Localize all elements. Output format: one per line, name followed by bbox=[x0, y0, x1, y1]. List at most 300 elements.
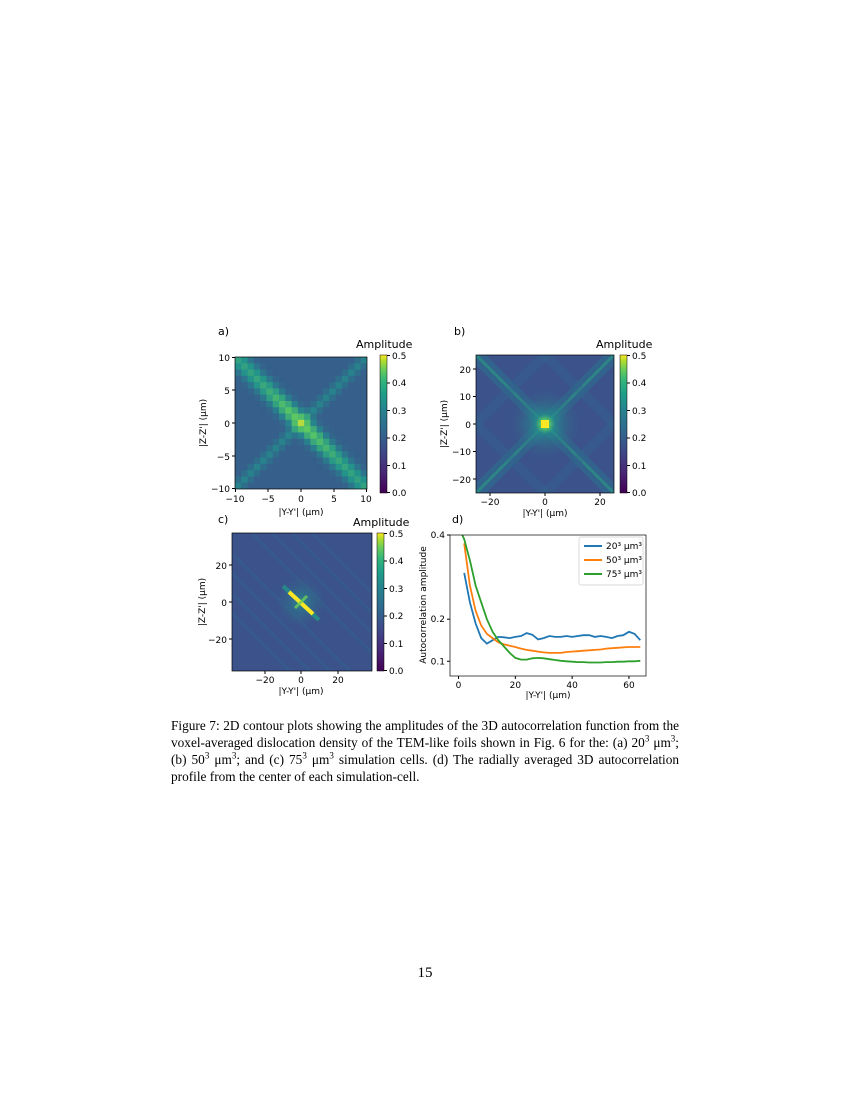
panel-c-heatmap bbox=[195, 528, 420, 698]
heatmap-cell bbox=[241, 470, 248, 477]
heatmap-cell bbox=[266, 376, 273, 383]
heatmap-cell bbox=[304, 376, 311, 383]
heatmap-cell bbox=[317, 395, 324, 402]
heatmap-cell bbox=[329, 464, 336, 471]
panel-d-xlabel: |Y-Y'| (μm) bbox=[525, 691, 571, 700]
heatmap-cell bbox=[342, 483, 349, 490]
heatmap-cell bbox=[235, 395, 242, 402]
heatmap-cell bbox=[336, 395, 343, 402]
heatmap-cell bbox=[298, 376, 305, 383]
heatmap-cell bbox=[241, 407, 248, 414]
heatmap-cell bbox=[235, 370, 242, 377]
heatmap-cell bbox=[260, 370, 267, 377]
heatmap-cell bbox=[260, 357, 267, 364]
heatmap-cell bbox=[361, 407, 368, 414]
heatmap-cell bbox=[354, 432, 361, 439]
heatmap-cell bbox=[292, 395, 299, 402]
tick-label: 0.2 bbox=[632, 434, 647, 444]
heatmap-cell bbox=[298, 432, 305, 439]
heatmap-cell bbox=[273, 432, 280, 439]
tick-label: 0.5 bbox=[389, 530, 404, 540]
heatmap-cell bbox=[354, 483, 361, 490]
heatmap-cell bbox=[361, 395, 368, 402]
heatmap-cell bbox=[241, 432, 248, 439]
heatmap-cell bbox=[235, 451, 242, 458]
heatmap-cell bbox=[235, 382, 242, 389]
heatmap-cell bbox=[235, 388, 242, 395]
heatmap-cell bbox=[279, 401, 286, 408]
heatmap-cell bbox=[241, 439, 248, 446]
heatmap-cell bbox=[241, 357, 248, 364]
panel-c-colorbar bbox=[377, 533, 384, 671]
heatmap-cell bbox=[285, 401, 292, 408]
heatmap-cell bbox=[323, 445, 330, 452]
heatmap-cell bbox=[336, 451, 343, 458]
heatmap-cell bbox=[266, 483, 273, 490]
heatmap-cell bbox=[235, 357, 242, 364]
panel-b-xlabel: |Y-Y'| (μm) bbox=[522, 509, 568, 519]
tick-label: 5 bbox=[331, 495, 337, 505]
heatmap-cell bbox=[292, 470, 299, 477]
heatmap-cell bbox=[273, 370, 280, 377]
tick-label: 0.5 bbox=[632, 352, 647, 362]
heatmap-cell bbox=[285, 395, 292, 402]
heatmap-cell bbox=[279, 476, 286, 483]
heatmap-cell bbox=[336, 376, 343, 383]
heatmap-cell bbox=[241, 395, 248, 402]
x-tick-label: 20 bbox=[509, 681, 522, 691]
heatmap-cell bbox=[273, 363, 280, 370]
heatmap-cell bbox=[248, 426, 255, 433]
heatmap-cell bbox=[348, 464, 355, 471]
heatmap-cell bbox=[254, 407, 261, 414]
heatmap-cell bbox=[348, 382, 355, 389]
heatmap-cell bbox=[323, 363, 330, 370]
heatmap-cell bbox=[292, 458, 299, 465]
heatmap-cell bbox=[361, 483, 368, 490]
heatmap-cell bbox=[292, 376, 299, 383]
heatmap-cell bbox=[348, 414, 355, 421]
heatmap-cell bbox=[354, 388, 361, 395]
heatmap-cell bbox=[285, 439, 292, 446]
heatmap-cell bbox=[254, 483, 261, 490]
heatmap-cell bbox=[361, 476, 368, 483]
tick-label: 20 bbox=[459, 366, 471, 376]
heatmap-cell bbox=[336, 357, 343, 364]
heatmap-cell bbox=[342, 382, 349, 389]
tick-label: 0 bbox=[298, 495, 304, 505]
heatmap-cell bbox=[241, 420, 248, 427]
tick-label: 0.2 bbox=[389, 612, 404, 622]
heatmap-cell bbox=[285, 451, 292, 458]
heatmap-cell bbox=[342, 476, 349, 483]
heatmap-cell bbox=[317, 420, 324, 427]
heatmap-cell bbox=[292, 476, 299, 483]
heatmap-cell bbox=[348, 388, 355, 395]
heatmap-cell bbox=[292, 432, 299, 439]
heatmap-cell bbox=[260, 483, 267, 490]
heatmap-cell bbox=[248, 470, 255, 477]
heatmap-cell bbox=[354, 464, 361, 471]
heatmap-cell bbox=[323, 458, 330, 465]
heatmap-cell bbox=[361, 432, 368, 439]
heatmap-cell bbox=[241, 426, 248, 433]
heatmap-cell bbox=[285, 407, 292, 414]
heatmap-cell bbox=[317, 483, 324, 490]
heatmap-cell bbox=[266, 388, 273, 395]
heatmap-cell bbox=[235, 476, 242, 483]
y-tick-label: 0.1 bbox=[430, 657, 445, 668]
heatmap-cell bbox=[342, 388, 349, 395]
heatmap-cell bbox=[254, 426, 261, 433]
heatmap-cell bbox=[310, 370, 317, 377]
heatmap-cell bbox=[310, 458, 317, 465]
heatmap-cell bbox=[304, 439, 311, 446]
panel-c-xlabel: |Y-Y'| (μm) bbox=[278, 687, 324, 697]
heatmap-cell bbox=[342, 470, 349, 477]
heatmap-cell bbox=[329, 407, 336, 414]
heatmap-cell bbox=[298, 420, 305, 427]
heatmap-cell bbox=[266, 370, 273, 377]
heatmap-cell bbox=[304, 476, 311, 483]
heatmap-cell bbox=[354, 370, 361, 377]
heatmap-cell bbox=[323, 395, 330, 402]
heatmap-cell bbox=[248, 445, 255, 452]
panel-b-xticks bbox=[481, 493, 606, 508]
heatmap-cell bbox=[279, 370, 286, 377]
heatmap-cell bbox=[329, 458, 336, 465]
heatmap-cell bbox=[241, 445, 248, 452]
heatmap-cell bbox=[248, 414, 255, 421]
heatmap-cell bbox=[304, 445, 311, 452]
heatmap-cell bbox=[323, 439, 330, 446]
heatmap-cell bbox=[304, 388, 311, 395]
heatmap-cell bbox=[248, 357, 255, 364]
heatmap-cell bbox=[285, 382, 292, 389]
tick-label: 5 bbox=[224, 387, 230, 397]
heatmap-cell bbox=[348, 439, 355, 446]
tick-label: 0.1 bbox=[389, 640, 404, 650]
heatmap-cell bbox=[310, 401, 317, 408]
heatmap-cell bbox=[361, 458, 368, 465]
heatmap-cell bbox=[342, 395, 349, 402]
heatmap-cell bbox=[342, 414, 349, 421]
heatmap-cell bbox=[361, 401, 368, 408]
heatmap-cell bbox=[342, 376, 349, 383]
heatmap-cell bbox=[298, 458, 305, 465]
heatmap-cell bbox=[260, 458, 267, 465]
heatmap-cell bbox=[260, 470, 267, 477]
heatmap-cell bbox=[298, 382, 305, 389]
heatmap-cell bbox=[361, 388, 368, 395]
heatmap-cell bbox=[310, 414, 317, 421]
heatmap-cell bbox=[342, 432, 349, 439]
heatmap-cell bbox=[304, 414, 311, 421]
tick-label: 0.3 bbox=[392, 407, 407, 417]
heatmap-cell bbox=[336, 420, 343, 427]
heatmap-cell bbox=[260, 476, 267, 483]
heatmap-cell bbox=[254, 445, 261, 452]
heatmap-cell bbox=[292, 451, 299, 458]
heatmap-cell bbox=[336, 439, 343, 446]
heatmap-cell bbox=[323, 388, 330, 395]
heatmap-cell bbox=[285, 476, 292, 483]
tick-label: 20 bbox=[332, 676, 344, 686]
heatmap-cell bbox=[310, 426, 317, 433]
heatmap-cell bbox=[342, 464, 349, 471]
heatmap-cell bbox=[336, 414, 343, 421]
heatmap-cell bbox=[266, 382, 273, 389]
caption-sup: 3 bbox=[329, 750, 334, 761]
heatmap-cell bbox=[329, 470, 336, 477]
heatmap-cell bbox=[266, 407, 273, 414]
x-tick-label: 60 bbox=[623, 681, 635, 691]
heatmap-cell bbox=[348, 395, 355, 402]
heatmap-cell bbox=[329, 382, 336, 389]
heatmap-cell bbox=[304, 370, 311, 377]
heatmap-cell bbox=[292, 401, 299, 408]
heatmap-cell bbox=[254, 382, 261, 389]
heatmap-cell bbox=[310, 483, 317, 490]
panel-a-yticks bbox=[211, 354, 235, 495]
heatmap-cell bbox=[317, 464, 324, 471]
panel-d-label: d) bbox=[452, 513, 464, 526]
heatmap-cell bbox=[298, 363, 305, 370]
panel-b-colorbar-ticks bbox=[627, 352, 647, 499]
tick-label: 0.4 bbox=[389, 557, 404, 567]
caption-unit-b: μm bbox=[209, 752, 232, 767]
heatmap-cell bbox=[354, 451, 361, 458]
heatmap-cell bbox=[279, 432, 286, 439]
tick-label: −10 bbox=[211, 485, 230, 495]
heatmap-cell bbox=[342, 451, 349, 458]
heatmap-cell bbox=[254, 439, 261, 446]
panel-b-colorbar bbox=[620, 355, 627, 493]
tick-label: 0.2 bbox=[392, 434, 407, 444]
heatmap-cell bbox=[279, 458, 286, 465]
heatmap-cell bbox=[292, 407, 299, 414]
panel-d-legend bbox=[579, 537, 643, 585]
heatmap-cell bbox=[310, 439, 317, 446]
panel-a-heatmap-cells bbox=[235, 357, 367, 489]
heatmap-cell bbox=[266, 445, 273, 452]
heatmap-cell bbox=[292, 445, 299, 452]
heatmap-cell bbox=[266, 395, 273, 402]
heatmap-cell bbox=[248, 420, 255, 427]
heatmap-cell bbox=[336, 476, 343, 483]
heatmap-cell bbox=[235, 432, 242, 439]
heatmap-cell bbox=[260, 407, 267, 414]
caption-sup: 3 bbox=[644, 733, 650, 744]
heatmap-cell bbox=[310, 388, 317, 395]
heatmap-cell bbox=[248, 483, 255, 490]
heatmap-cell bbox=[354, 376, 361, 383]
heatmap-cell bbox=[317, 382, 324, 389]
heatmap-cell bbox=[329, 426, 336, 433]
heatmap-cell bbox=[266, 426, 273, 433]
heatmap-cell bbox=[329, 445, 336, 452]
heatmap-cell bbox=[336, 426, 343, 433]
heatmap-cell bbox=[273, 376, 280, 383]
heatmap-cell bbox=[348, 451, 355, 458]
heatmap-cell bbox=[273, 445, 280, 452]
heatmap-cell bbox=[304, 395, 311, 402]
heatmap-cell bbox=[266, 476, 273, 483]
heatmap-cell bbox=[235, 414, 242, 421]
heatmap-cell bbox=[304, 464, 311, 471]
heatmap-cell bbox=[260, 395, 267, 402]
caption-mid1: ; (b) 50 bbox=[171, 735, 679, 767]
heatmap-cell bbox=[310, 464, 317, 471]
heatmap-cell bbox=[298, 357, 305, 364]
heatmap-cell bbox=[292, 426, 299, 433]
heatmap-cell bbox=[317, 388, 324, 395]
tick-label: 0.1 bbox=[392, 462, 407, 472]
heatmap-cell bbox=[317, 414, 324, 421]
heatmap-cell bbox=[260, 451, 267, 458]
heatmap-cell bbox=[285, 483, 292, 490]
x-tick-label: 0 bbox=[455, 681, 462, 691]
heatmap-cell bbox=[329, 451, 336, 458]
heatmap-cell bbox=[235, 464, 242, 471]
heatmap-cell bbox=[266, 432, 273, 439]
heatmap-cell bbox=[323, 414, 330, 421]
panel-a-label: a) bbox=[218, 325, 230, 338]
heatmap-cell bbox=[248, 432, 255, 439]
heatmap-cell bbox=[298, 407, 305, 414]
heatmap-cell bbox=[354, 445, 361, 452]
heatmap-cell bbox=[241, 458, 248, 465]
heatmap-cell bbox=[361, 382, 368, 389]
heatmap-cell bbox=[336, 370, 343, 377]
heatmap-cell bbox=[348, 420, 355, 427]
heatmap-cell bbox=[329, 395, 336, 402]
heatmap-cell bbox=[273, 458, 280, 465]
heatmap-cell bbox=[336, 483, 343, 490]
tick-label: 20 bbox=[594, 498, 606, 508]
heatmap-cell bbox=[273, 395, 280, 402]
heatmap-cell bbox=[354, 439, 361, 446]
heatmap-cell bbox=[279, 388, 286, 395]
heatmap-cell bbox=[342, 420, 349, 427]
heatmap-cell bbox=[323, 483, 330, 490]
heatmap-cell bbox=[235, 439, 242, 446]
heatmap-cell bbox=[342, 407, 349, 414]
heatmap-cell bbox=[298, 476, 305, 483]
heatmap-cell bbox=[248, 376, 255, 383]
heatmap-cell bbox=[254, 357, 261, 364]
heatmap-cell bbox=[354, 357, 361, 364]
heatmap-cell bbox=[348, 432, 355, 439]
heatmap-cell bbox=[310, 407, 317, 414]
panel-c-ylabel: |Z-Z'| (μm) bbox=[198, 577, 208, 627]
heatmap-cell bbox=[279, 420, 286, 427]
heatmap-cell bbox=[273, 451, 280, 458]
heatmap-cell bbox=[248, 407, 255, 414]
tick-label: 0.5 bbox=[392, 352, 407, 362]
y-tick-label: 0.4 bbox=[430, 531, 445, 541]
heatmap-cell bbox=[279, 395, 286, 402]
heatmap-cell bbox=[260, 401, 267, 408]
heatmap-cell bbox=[254, 464, 261, 471]
heatmap-cell bbox=[292, 464, 299, 471]
heatmap-cell bbox=[361, 414, 368, 421]
heatmap-cell bbox=[260, 445, 267, 452]
panel-a-xticks bbox=[226, 489, 372, 505]
heatmap-cell bbox=[254, 458, 261, 465]
heatmap-cell bbox=[336, 470, 343, 477]
panel-b-heatmap bbox=[436, 348, 661, 520]
heatmap-cell bbox=[342, 458, 349, 465]
heatmap-cell bbox=[304, 357, 311, 364]
heatmap-cell bbox=[323, 470, 330, 477]
heatmap-cell bbox=[323, 370, 330, 377]
heatmap-cell bbox=[310, 476, 317, 483]
heatmap-cell bbox=[336, 401, 343, 408]
heatmap-cell bbox=[260, 420, 267, 427]
heatmap-cell bbox=[354, 401, 361, 408]
heatmap-cell bbox=[248, 395, 255, 402]
heatmap-cell bbox=[254, 451, 261, 458]
tick-label: −20 bbox=[208, 636, 227, 646]
tick-label: 0.0 bbox=[392, 489, 407, 499]
heatmap-cell bbox=[329, 357, 336, 364]
heatmap-cell bbox=[298, 439, 305, 446]
heatmap-cell bbox=[348, 445, 355, 452]
heatmap-cell bbox=[285, 357, 292, 364]
heatmap-cell bbox=[285, 426, 292, 433]
tick-label: −10 bbox=[225, 495, 245, 505]
heatmap-cell bbox=[304, 420, 311, 427]
heatmap-cell bbox=[254, 363, 261, 370]
caption-sup: 3 bbox=[204, 750, 210, 761]
tick-label: −10 bbox=[452, 448, 471, 458]
heatmap-cell bbox=[317, 370, 324, 377]
panel-a-xlabel: |Y-Y'| (μm) bbox=[278, 508, 324, 518]
heatmap-cell bbox=[273, 483, 280, 490]
heatmap-cell bbox=[285, 420, 292, 427]
tick-label: 0 bbox=[224, 420, 230, 430]
heatmap-cell bbox=[329, 370, 336, 377]
heatmap-cell bbox=[317, 451, 324, 458]
heatmap-cell bbox=[292, 382, 299, 389]
heatmap-cell bbox=[241, 370, 248, 377]
heatmap-cell bbox=[285, 376, 292, 383]
heatmap-cell bbox=[292, 357, 299, 364]
heatmap-cell bbox=[285, 414, 292, 421]
heatmap-cell bbox=[354, 407, 361, 414]
heatmap-cell bbox=[285, 445, 292, 452]
heatmap-cell bbox=[310, 451, 317, 458]
heatmap-cell bbox=[348, 426, 355, 433]
heatmap-cell bbox=[235, 401, 242, 408]
heatmap-cell bbox=[279, 445, 286, 452]
heatmap-cell bbox=[241, 401, 248, 408]
panel-c-label: c) bbox=[218, 513, 229, 526]
heatmap-cell bbox=[292, 420, 299, 427]
heatmap-cell bbox=[354, 476, 361, 483]
heatmap-cell bbox=[304, 363, 311, 370]
heatmap-cell bbox=[266, 439, 273, 446]
heatmap-cell bbox=[348, 370, 355, 377]
heatmap-cell bbox=[310, 382, 317, 389]
heatmap-cell bbox=[273, 464, 280, 471]
heatmap-cell bbox=[298, 483, 305, 490]
heatmap-cell bbox=[292, 370, 299, 377]
heatmap-cell bbox=[266, 363, 273, 370]
panel-c-colorbar-title: Amplitude bbox=[353, 516, 410, 529]
heatmap-cell bbox=[260, 464, 267, 471]
